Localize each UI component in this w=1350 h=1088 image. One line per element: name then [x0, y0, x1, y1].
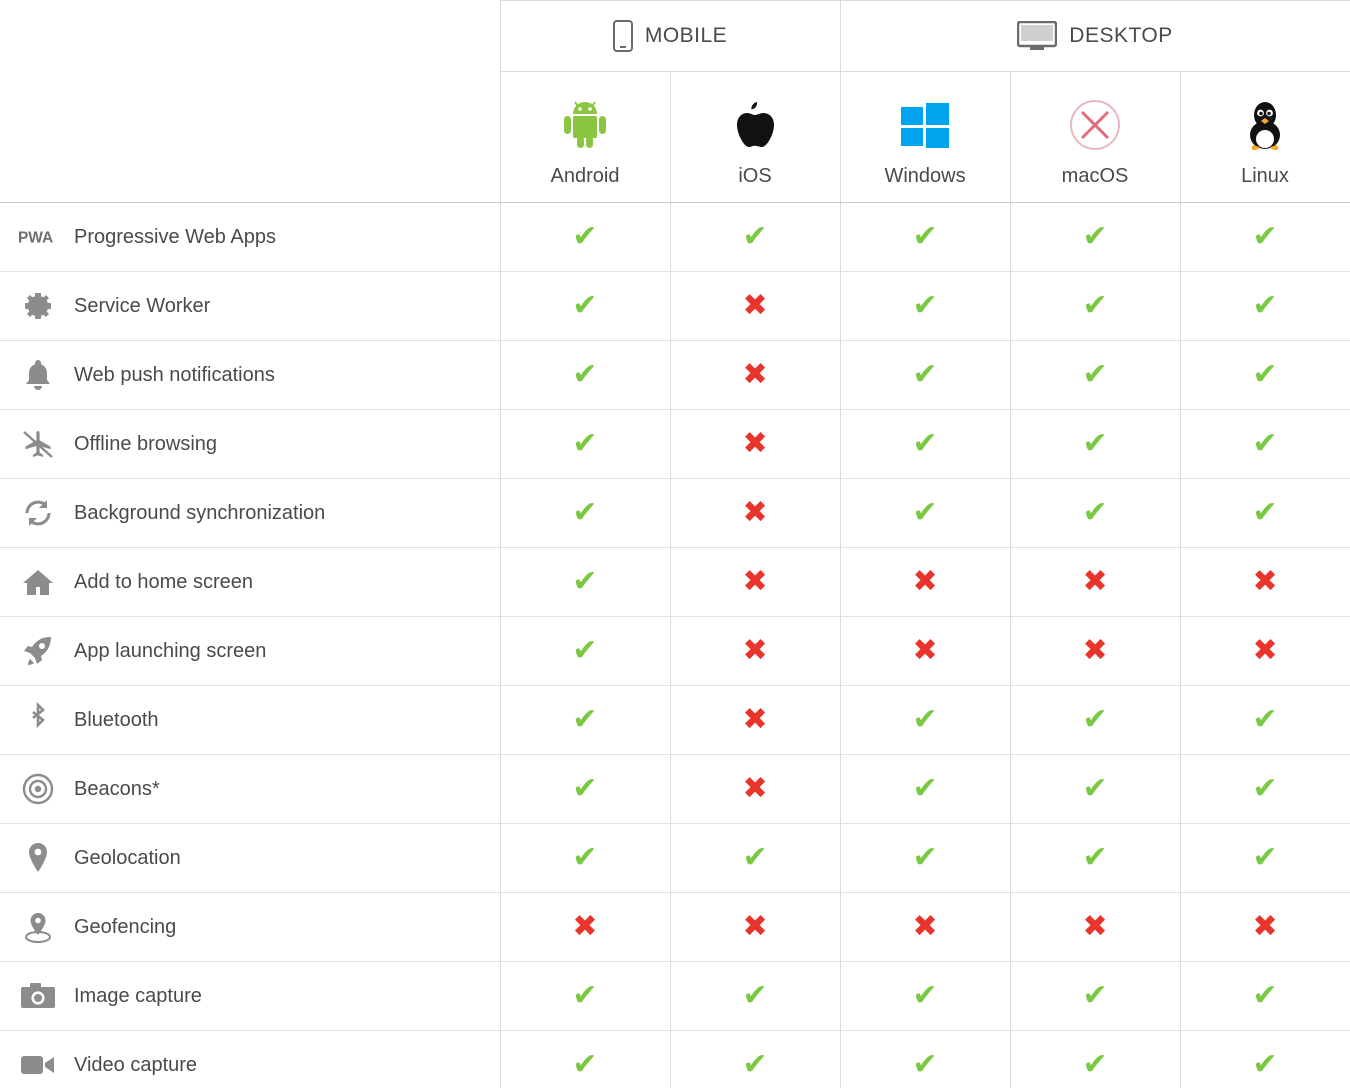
check-icon: ✔	[572, 703, 598, 736]
table-row	[0, 548, 1350, 617]
cross-icon: ✖	[742, 427, 768, 460]
table-row	[0, 962, 1350, 1031]
support-cell-macos	[1010, 548, 1180, 617]
support-cell-macos	[1010, 755, 1180, 824]
cross-icon: ✖	[742, 358, 768, 391]
check-icon: ✔	[572, 565, 598, 598]
support-cell-macos	[1010, 272, 1180, 341]
support-cell-linux	[1180, 617, 1350, 686]
check-icon: ✔	[572, 496, 598, 529]
platform-header-windows	[840, 72, 1010, 203]
table-header	[0, 1, 1350, 203]
support-cell-linux	[1180, 686, 1350, 755]
support-cell-linux	[1180, 824, 1350, 893]
feature-cell	[0, 962, 500, 1031]
check-icon: ✔	[1252, 772, 1278, 805]
support-cell-linux	[1180, 479, 1350, 548]
support-cell-macos	[1010, 893, 1180, 962]
cross-icon: ✖	[742, 910, 768, 943]
table-row	[0, 272, 1350, 341]
check-icon: ✔	[912, 703, 938, 736]
feature-cell	[0, 686, 500, 755]
platform-label-android: Android	[550, 165, 620, 187]
check-icon: ✔	[572, 1048, 598, 1081]
check-icon: ✔	[1252, 703, 1278, 736]
table-row	[0, 203, 1350, 272]
check-icon: ✔	[572, 841, 598, 874]
cross-icon: ✖	[1082, 634, 1108, 667]
support-cell-macos	[1010, 1031, 1180, 1088]
feature-label: Progressive Web Apps	[74, 225, 276, 248]
bell-icon	[18, 355, 58, 395]
platform-header-linux	[1180, 72, 1350, 203]
support-cell-macos	[1010, 686, 1180, 755]
cross-icon: ✖	[1252, 565, 1278, 598]
support-cell-android	[500, 272, 670, 341]
check-icon: ✔	[912, 427, 938, 460]
support-cell-macos	[1010, 962, 1180, 1031]
feature-label: App launching screen	[74, 639, 267, 662]
support-cell-android	[500, 479, 670, 548]
support-cell-android	[500, 617, 670, 686]
support-cell-android	[500, 962, 670, 1031]
map-pin-icon	[18, 838, 58, 878]
support-cell-windows	[840, 548, 1010, 617]
check-icon: ✔	[1252, 841, 1278, 874]
support-cell-android	[500, 893, 670, 962]
support-cell-ios	[670, 824, 840, 893]
table-row	[0, 686, 1350, 755]
support-cell-ios	[670, 410, 840, 479]
check-icon: ✔	[742, 1048, 768, 1081]
support-cell-android	[500, 341, 670, 410]
cross-icon: ✖	[742, 703, 768, 736]
support-cell-linux	[1180, 410, 1350, 479]
feature-label: Beacons*	[74, 777, 160, 800]
check-icon: ✔	[912, 358, 938, 391]
platform-label-windows: Windows	[884, 165, 966, 187]
support-cell-ios	[670, 548, 840, 617]
support-cell-macos	[1010, 617, 1180, 686]
feature-cell	[0, 548, 500, 617]
support-cell-windows	[840, 1031, 1010, 1088]
check-icon: ✔	[1082, 289, 1108, 322]
cross-icon: ✖	[1252, 910, 1278, 943]
feature-cell	[0, 617, 500, 686]
support-cell-macos	[1010, 203, 1180, 272]
support-cell-linux	[1180, 755, 1350, 824]
table-row	[0, 410, 1350, 479]
support-cell-windows	[840, 824, 1010, 893]
check-icon: ✔	[1252, 1048, 1278, 1081]
cross-icon: ✖	[1082, 565, 1108, 598]
cross-icon: ✖	[912, 634, 938, 667]
group-header-desktop	[840, 1, 1350, 72]
sync-icon	[18, 493, 58, 533]
android-icon	[559, 99, 611, 151]
support-cell-android	[500, 1031, 670, 1088]
support-cell-ios	[670, 272, 840, 341]
apple-icon	[733, 99, 777, 151]
support-cell-linux	[1180, 341, 1350, 410]
support-cell-android	[500, 548, 670, 617]
check-icon: ✔	[572, 427, 598, 460]
support-cell-android	[500, 686, 670, 755]
support-cell-ios	[670, 1031, 840, 1088]
support-cell-ios	[670, 203, 840, 272]
feature-label: Service Worker	[74, 294, 211, 317]
feature-label: Image capture	[74, 984, 202, 1007]
support-cell-windows	[840, 410, 1010, 479]
home-icon	[18, 562, 58, 602]
support-cell-android	[500, 410, 670, 479]
support-cell-linux	[1180, 272, 1350, 341]
feature-cell	[0, 893, 500, 962]
support-cell-ios	[670, 962, 840, 1031]
check-icon: ✔	[1082, 979, 1108, 1012]
platform-header-macos	[1010, 72, 1180, 203]
support-cell-macos	[1010, 341, 1180, 410]
table-row	[0, 617, 1350, 686]
support-cell-ios	[670, 686, 840, 755]
check-icon: ✔	[1082, 703, 1108, 736]
support-cell-windows	[840, 755, 1010, 824]
svg-text:PWA: PWA	[18, 229, 54, 247]
bluetooth-icon	[18, 700, 58, 740]
support-cell-linux	[1180, 893, 1350, 962]
support-cell-windows	[840, 479, 1010, 548]
feature-label: Add to home screen	[74, 570, 253, 593]
monitor-icon	[1017, 21, 1057, 51]
support-cell-windows	[840, 203, 1010, 272]
support-cell-windows	[840, 893, 1010, 962]
support-cell-macos	[1010, 410, 1180, 479]
platform-header-android	[500, 72, 670, 203]
support-cell-windows	[840, 272, 1010, 341]
table-row	[0, 479, 1350, 548]
table-body	[0, 203, 1350, 1088]
check-icon: ✔	[1252, 289, 1278, 322]
check-icon: ✔	[1252, 979, 1278, 1012]
platform-header-row	[0, 72, 1350, 203]
macos-x-icon	[1068, 99, 1122, 151]
support-cell-linux	[1180, 203, 1350, 272]
check-icon: ✔	[742, 220, 768, 253]
support-cell-ios	[670, 341, 840, 410]
support-cell-ios	[670, 893, 840, 962]
group-label-mobile: MOBILE	[644, 24, 728, 47]
group-label-desktop: DESKTOP	[1069, 24, 1173, 47]
pwa-logo-icon	[18, 217, 58, 257]
beacon-icon	[18, 769, 58, 809]
support-cell-ios	[670, 755, 840, 824]
check-icon: ✔	[1082, 841, 1108, 874]
windows-icon	[899, 99, 951, 151]
check-icon: ✔	[1082, 220, 1108, 253]
check-icon: ✔	[1082, 358, 1108, 391]
cross-icon: ✖	[742, 634, 768, 667]
camera-icon	[18, 976, 58, 1016]
cross-icon: ✖	[572, 910, 598, 943]
cross-icon: ✖	[742, 565, 768, 598]
feature-cell	[0, 272, 500, 341]
check-icon: ✔	[1082, 1048, 1108, 1081]
check-icon: ✔	[742, 841, 768, 874]
support-cell-macos	[1010, 479, 1180, 548]
support-cell-android	[500, 203, 670, 272]
check-icon: ✔	[572, 289, 598, 322]
platform-header-ios	[670, 72, 840, 203]
check-icon: ✔	[572, 634, 598, 667]
check-icon: ✔	[1252, 496, 1278, 529]
support-cell-linux	[1180, 1031, 1350, 1088]
feature-cell	[0, 479, 500, 548]
check-icon: ✔	[742, 979, 768, 1012]
check-icon: ✔	[1252, 427, 1278, 460]
check-icon: ✔	[912, 979, 938, 1012]
feature-cell	[0, 1031, 500, 1088]
platform-label-linux: Linux	[1241, 165, 1289, 187]
cross-icon: ✖	[912, 910, 938, 943]
check-icon: ✔	[572, 979, 598, 1012]
support-cell-windows	[840, 962, 1010, 1031]
feature-label: Geolocation	[74, 846, 181, 869]
check-icon: ✔	[1082, 496, 1108, 529]
check-icon: ✔	[912, 1048, 938, 1081]
check-icon: ✔	[912, 220, 938, 253]
cross-icon: ✖	[742, 772, 768, 805]
support-cell-windows	[840, 341, 1010, 410]
check-icon: ✔	[912, 289, 938, 322]
feature-cell	[0, 341, 500, 410]
check-icon: ✔	[912, 496, 938, 529]
corner-spacer-2	[0, 72, 500, 203]
cross-icon: ✖	[1252, 634, 1278, 667]
table-row	[0, 755, 1350, 824]
airplane-mode-icon	[18, 424, 58, 464]
check-icon: ✔	[572, 358, 598, 391]
cross-icon: ✖	[742, 289, 768, 322]
feature-label: Background synchronization	[74, 501, 326, 524]
feature-cell	[0, 410, 500, 479]
cross-icon: ✖	[912, 565, 938, 598]
table-row	[0, 893, 1350, 962]
feature-cell	[0, 755, 500, 824]
phone-icon	[613, 20, 633, 52]
check-icon: ✔	[1252, 220, 1278, 253]
feature-label: Bluetooth	[74, 708, 159, 731]
support-cell-linux	[1180, 548, 1350, 617]
cross-icon: ✖	[742, 496, 768, 529]
feature-label: Video capture	[74, 1053, 198, 1076]
linux-tux-icon	[1245, 99, 1285, 151]
support-cell-android	[500, 755, 670, 824]
check-icon: ✔	[1082, 427, 1108, 460]
check-icon: ✔	[572, 220, 598, 253]
support-cell-windows	[840, 686, 1010, 755]
support-cell-android	[500, 824, 670, 893]
feature-label: Geofencing	[74, 915, 177, 938]
rocket-icon	[18, 631, 58, 671]
check-icon: ✔	[912, 841, 938, 874]
geofence-pin-icon	[18, 907, 58, 947]
video-camera-icon	[18, 1045, 58, 1085]
device-group-row	[0, 1, 1350, 72]
corner-spacer	[0, 1, 500, 72]
feature-cell	[0, 203, 500, 272]
platform-label-ios: iOS	[738, 165, 772, 187]
table-row	[0, 341, 1350, 410]
table-row	[0, 1031, 1350, 1088]
cross-icon: ✖	[1082, 910, 1108, 943]
support-cell-ios	[670, 479, 840, 548]
check-icon: ✔	[912, 772, 938, 805]
platform-label-macos: macOS	[1061, 165, 1129, 187]
support-cell-windows	[840, 617, 1010, 686]
feature-cell	[0, 824, 500, 893]
support-cell-linux	[1180, 962, 1350, 1031]
feature-label: Web push notifications	[74, 363, 275, 386]
table-row	[0, 824, 1350, 893]
check-icon: ✔	[1082, 772, 1108, 805]
gear-icon	[18, 286, 58, 326]
support-cell-ios	[670, 617, 840, 686]
support-cell-macos	[1010, 824, 1180, 893]
check-icon: ✔	[572, 772, 598, 805]
feature-label: Offline browsing	[74, 432, 218, 455]
check-icon: ✔	[1252, 358, 1278, 391]
group-header-mobile	[500, 1, 840, 72]
